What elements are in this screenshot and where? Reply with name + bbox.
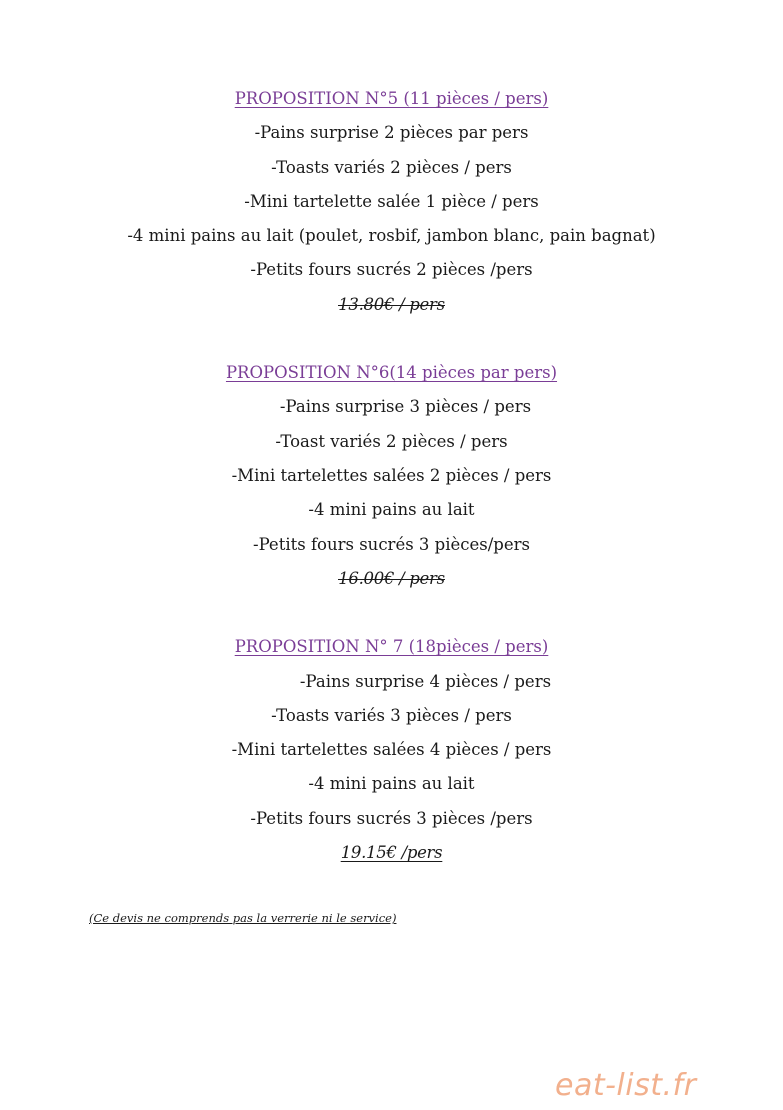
proposition-6-item-1: -Pains surprise 3 pièces / pers [279, 397, 532, 416]
proposition-7-price [0, 843, 783, 863]
proposition-5-item-3: -Mini tartelette salée 1 pièce / pers [244, 192, 539, 211]
watermark-logo: eat-list.fr [555, 1068, 697, 1103]
proposition-7-item-1: -Pains surprise 4 pièces / pers [299, 672, 552, 691]
proposition-7-price-text: 19.15€ /pers [340, 843, 443, 862]
proposition-6-item-4: -4 mini pains au lait [308, 500, 475, 519]
proposition-5-item-1: -Pains surprise 2 pièces par pers [254, 123, 529, 142]
proposition-6-item-5: -Petits fours sucrés 3 pièces/pers [253, 535, 530, 554]
proposition-7-item-2: -Toasts variés 3 pièces / pers [271, 706, 512, 725]
proposition-7-item-4: -4 mini pains au lait [308, 774, 475, 793]
proposition-7-item-3: -Mini tartelettes salées 4 pièces / pers [231, 740, 552, 759]
proposition-7-item-5: -Petits fours sucrés 3 pièces /pers [250, 809, 533, 828]
proposition-5-title: PROPOSITION N°5 (11 pièces / pers) [234, 89, 549, 108]
proposition-6-price-text: 16.00€ / pers [338, 569, 445, 588]
quote-note: (Ce devis ne comprends pas la verrerie ni le service) [89, 911, 397, 925]
proposition-7-title: PROPOSITION N° 7 (18pièces / pers) [234, 637, 549, 656]
proposition-5-item-5: -Petits fours sucrés 2 pièces /pers [250, 260, 533, 279]
proposition-6-item-2: -Toast variés 2 pièces / pers [275, 432, 508, 451]
proposition-6-item-3: -Mini tartelettes salées 2 pièces / pers [231, 466, 552, 485]
proposition-5-item-4: -4 mini pains au lait (poulet, rosbif, jambon blanc, pain bagnat) [127, 226, 656, 245]
proposition-5-price [0, 295, 783, 315]
proposition-6-price [0, 569, 783, 589]
proposition-5-item-2: -Toasts variés 2 pièces / pers [271, 158, 512, 177]
proposition-6-title: PROPOSITION N°6(14 pièces par pers) [225, 363, 558, 382]
proposition-5-price-text: 13.80€ / pers [338, 295, 445, 314]
